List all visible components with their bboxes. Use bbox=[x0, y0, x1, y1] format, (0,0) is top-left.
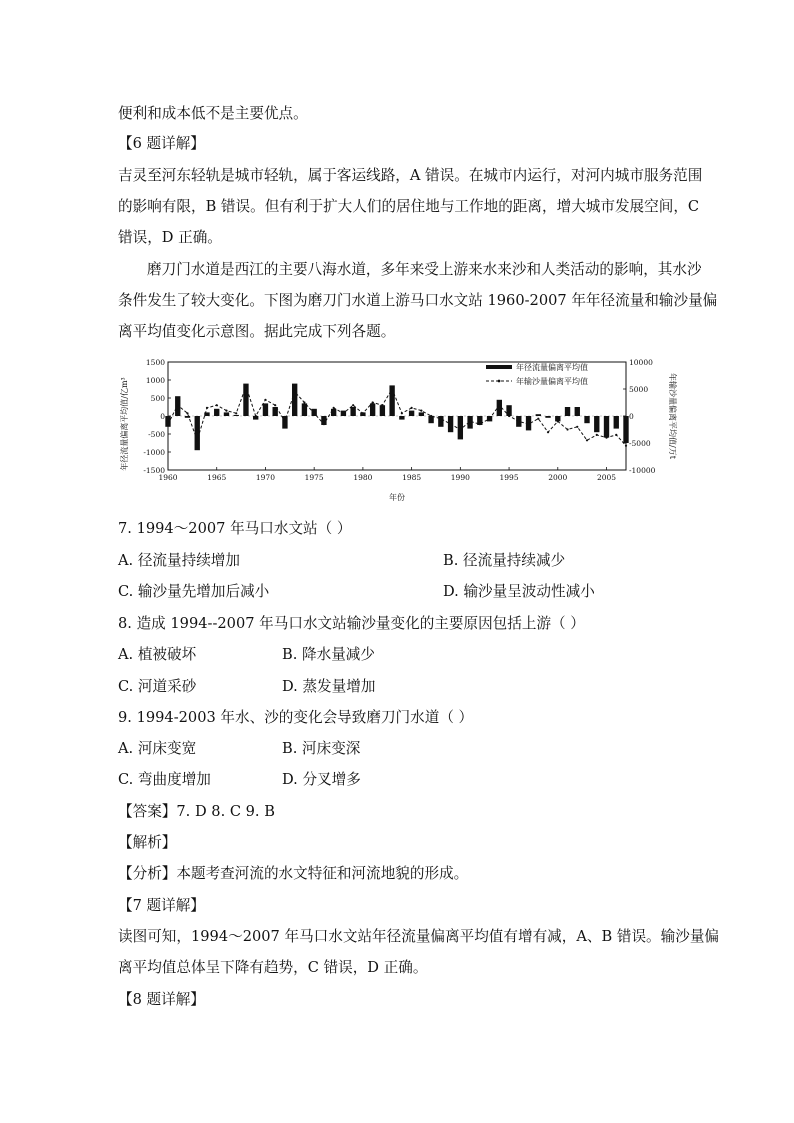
sediment-point bbox=[235, 412, 237, 414]
legend-label-runoff: 年径流量偏离平均值 bbox=[516, 363, 588, 372]
y2-tick-label: -5000 bbox=[629, 439, 651, 448]
sediment-point bbox=[518, 420, 520, 422]
runoff-bar bbox=[243, 384, 248, 416]
y-tick-label: 0 bbox=[160, 412, 165, 421]
y2-tick-label: 0 bbox=[629, 412, 634, 421]
section-heading: 【6 题详解】 bbox=[118, 135, 205, 152]
option-9c: C. 弯曲度增加 bbox=[118, 771, 211, 788]
sediment-point bbox=[294, 391, 296, 393]
sediment-point bbox=[177, 404, 179, 406]
analysis-heading: 【解析】 bbox=[118, 834, 177, 851]
question-9: 9. 1994-2003 年水、沙的变化会导致磨刀门水道（ ） bbox=[118, 709, 474, 726]
runoff-bar bbox=[409, 411, 414, 416]
runoff-bar bbox=[623, 416, 628, 443]
runoff-bar bbox=[458, 416, 463, 439]
sediment-point bbox=[615, 434, 617, 436]
option-9d: D. 分叉增多 bbox=[282, 771, 361, 788]
sediment-point bbox=[479, 423, 481, 425]
sediment-point bbox=[625, 445, 627, 447]
text-line: 的影响有限，B 错误。但有利于扩大人们的居住地与工作地的距离，增大城市发展空间，C bbox=[118, 198, 700, 215]
question-7: 7. 1994～2007 年马口水文站（ ） bbox=[118, 520, 352, 537]
text-line: 吉灵至河东轻轨是城市轻轨，属于客运线路，A 错误。在城市内运行，对河内城市服务范围 bbox=[118, 167, 703, 184]
y2-tick-label: -10000 bbox=[629, 466, 656, 475]
sediment-point bbox=[566, 428, 568, 430]
sediment-point bbox=[186, 412, 188, 414]
paragraph-line: 离平均值变化示意图。据此完成下列各题。 bbox=[118, 323, 396, 340]
option-8a: A. 植被破坏 bbox=[118, 646, 197, 663]
runoff-bar bbox=[380, 405, 385, 416]
analysis-line: 【分析】本题考查河流的水文特征和河流地貌的形成。 bbox=[118, 865, 469, 882]
option-9b: B. 河床变深 bbox=[282, 740, 361, 757]
sediment-point bbox=[362, 412, 364, 414]
sediment-point bbox=[333, 407, 335, 409]
sediment-point bbox=[527, 423, 529, 425]
runoff-bar bbox=[331, 409, 336, 416]
legend bbox=[486, 362, 588, 386]
runoff-bar bbox=[419, 412, 424, 416]
sediment-point bbox=[381, 404, 383, 406]
sediment-point bbox=[488, 418, 490, 420]
sediment-point bbox=[342, 412, 344, 414]
sediment-point bbox=[196, 439, 198, 441]
x-tick-label: 1980 bbox=[353, 473, 373, 482]
sediment-point bbox=[498, 404, 500, 406]
runoff-bar bbox=[350, 407, 355, 416]
x-tick-label: 2000 bbox=[548, 473, 568, 482]
runoff-bar bbox=[224, 412, 229, 416]
option-7c: C. 输沙量先增加后减小 bbox=[118, 583, 270, 600]
runoff-bar bbox=[565, 407, 570, 416]
runoff-bar bbox=[234, 415, 239, 416]
option-8c: C. 河道采砂 bbox=[118, 678, 197, 695]
x-tick-label: 1995 bbox=[499, 473, 519, 482]
x-axis-label: 年份 bbox=[389, 493, 405, 502]
sediment-point bbox=[537, 418, 539, 420]
sediment-point bbox=[411, 407, 413, 409]
runoff-bar bbox=[545, 416, 550, 418]
x-tick-label: 1990 bbox=[450, 473, 470, 482]
sediment-point bbox=[557, 420, 559, 422]
sediment-point bbox=[352, 404, 354, 406]
paragraph-line: 磨刀门水道是西江的主要八海水道，多年来受上游来水来沙和人类活动的影响，其水沙 bbox=[147, 261, 702, 278]
sediment-point bbox=[440, 418, 442, 420]
option-7d: D. 输沙量呈波动性减小 bbox=[443, 583, 595, 600]
sediment-point bbox=[605, 437, 607, 439]
legend-marker-sediment bbox=[498, 380, 501, 383]
runoff-bar bbox=[370, 403, 375, 416]
sediment-point bbox=[391, 388, 393, 390]
y-axis-label: 年径流量偏离平均值/亿m³ bbox=[120, 377, 129, 471]
y-tick-label: -500 bbox=[148, 430, 165, 439]
sediment-point bbox=[547, 431, 549, 433]
option-9a: A. 河床变宽 bbox=[118, 740, 197, 757]
runoff-sediment-chart bbox=[118, 354, 678, 504]
sediment-point bbox=[372, 401, 374, 403]
text-line: 错误，D 正确。 bbox=[118, 229, 222, 246]
option-8d: D. 蒸发量增加 bbox=[282, 678, 376, 695]
analysis-line: 离平均值总体呈下降有趋势，C 错误，D 正确。 bbox=[118, 959, 428, 976]
y-tick-label: 500 bbox=[150, 394, 165, 403]
runoff-bar bbox=[614, 416, 619, 429]
option-8b: B. 降水量减少 bbox=[282, 646, 375, 663]
runoff-bar bbox=[292, 384, 297, 416]
y-tick-label: -1500 bbox=[143, 466, 165, 475]
section-heading: 【7 题详解】 bbox=[118, 897, 205, 914]
paragraph-line: 条件发生了较大变化。下图为磨刀门水道上游马口水文站 1960-2007 年年径流量和输沙量偏 bbox=[118, 292, 718, 309]
sediment-point bbox=[303, 401, 305, 403]
answer-line: 【答案】7. D 8. C 9. B bbox=[118, 803, 275, 820]
sediment-point bbox=[216, 404, 218, 406]
x-tick-label: 1985 bbox=[402, 473, 422, 482]
runoff-bar bbox=[263, 403, 268, 416]
option-7b: B. 径流量持续减少 bbox=[443, 552, 566, 569]
question-8: 8. 造成 1994--2007 年马口水文站输沙量变化的主要原因包括上游（ ） bbox=[118, 615, 585, 632]
runoff-bar bbox=[214, 409, 219, 416]
section-heading: 【8 题详解】 bbox=[118, 991, 205, 1008]
sediment-point bbox=[586, 439, 588, 441]
y2-tick-label: 10000 bbox=[629, 358, 653, 367]
sediment-point bbox=[167, 423, 169, 425]
legend-label-sediment: 年输沙量偏离平均值 bbox=[516, 377, 588, 386]
runoff-bar bbox=[584, 416, 589, 423]
y-tick-label: 1000 bbox=[145, 376, 165, 385]
option-7a: A. 径流量持续增加 bbox=[118, 552, 240, 569]
runoff-bar bbox=[399, 416, 404, 420]
sediment-point bbox=[459, 428, 461, 430]
sediment-point bbox=[596, 434, 598, 436]
sediment-point bbox=[225, 410, 227, 412]
x-tick-label: 1970 bbox=[255, 473, 275, 482]
y2-axis-label: 年输沙量偏离平均值/万t bbox=[668, 373, 677, 459]
x-tick-label: 2005 bbox=[596, 473, 617, 482]
runoff-bar bbox=[536, 414, 541, 416]
runoff-bar bbox=[604, 416, 609, 438]
x-tick-label: 1960 bbox=[158, 473, 178, 482]
sediment-point bbox=[255, 415, 257, 417]
runoff-bar bbox=[506, 405, 511, 416]
sediment-point bbox=[274, 404, 276, 406]
y-tick-label: -1000 bbox=[143, 448, 165, 457]
sediment-point bbox=[469, 420, 471, 422]
sediment-point bbox=[323, 423, 325, 425]
sediment-point bbox=[284, 420, 286, 422]
y-tick-label: 1500 bbox=[145, 358, 165, 367]
sediment-point bbox=[508, 415, 510, 417]
text-line: 便利和成本低不是主要优点。 bbox=[118, 105, 308, 122]
sediment-point bbox=[401, 412, 403, 414]
sediment-point bbox=[245, 385, 247, 387]
runoff-bar bbox=[575, 407, 580, 416]
legend-swatch-runoff bbox=[486, 365, 512, 369]
sediment-point bbox=[264, 399, 266, 401]
runoff-bar bbox=[185, 416, 190, 418]
sediment-point bbox=[576, 426, 578, 428]
sediment-point bbox=[449, 423, 451, 425]
sediment-point bbox=[206, 407, 208, 409]
sediment-point bbox=[313, 412, 315, 414]
sediment-point bbox=[430, 415, 432, 417]
runoff-bar bbox=[594, 416, 599, 432]
analysis-line: 读图可知，1994～2007 年马口水文站年径流量偏离平均值有增有减，A、B 错误。输沙量偏 bbox=[118, 928, 720, 945]
x-tick-label: 1975 bbox=[304, 473, 324, 482]
x-tick-label: 1965 bbox=[207, 473, 227, 482]
y2-tick-label: 5000 bbox=[629, 385, 649, 394]
sediment-point bbox=[420, 410, 422, 412]
